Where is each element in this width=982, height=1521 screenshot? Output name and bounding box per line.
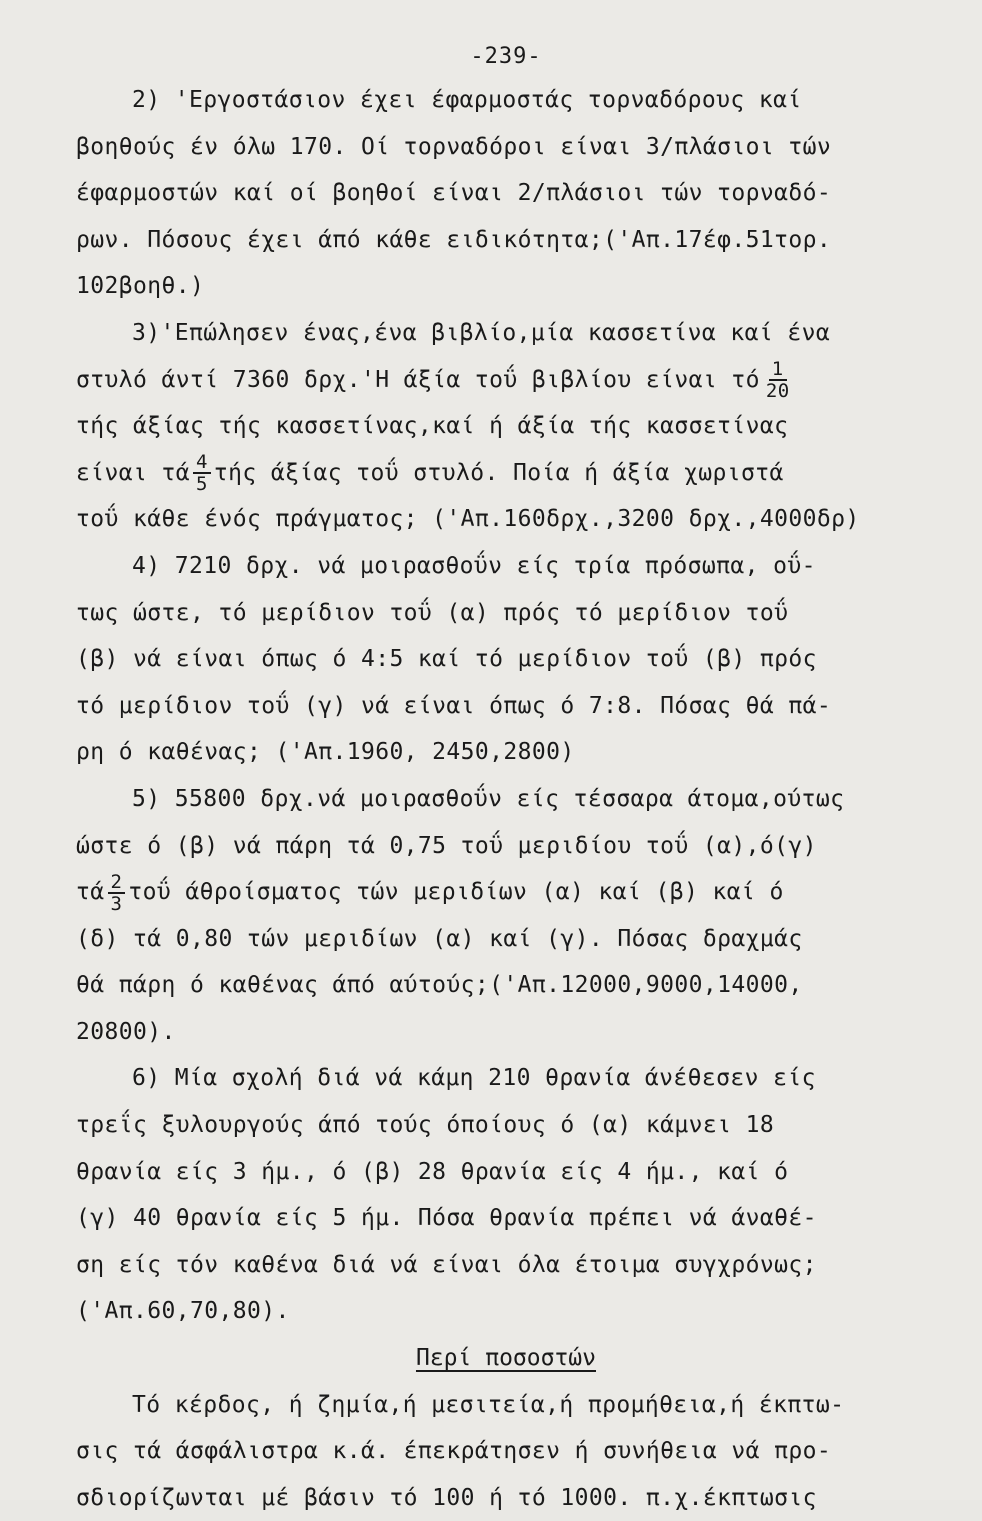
- fraction-numerator: 2: [108, 872, 126, 894]
- text-segment: τής άξίας τοΰ στυλό. Ποία ή άξία χωριστά: [213, 459, 784, 486]
- text-line-with-fraction: [76, 450, 936, 497]
- text-segment: τοΰ άθροίσματος τών μεριδίων (α) καί (β) καί ό: [128, 879, 784, 906]
- text-line: βοηθούς έν όλω 170. Οί τορναδόροι είναι 3/πλάσιοι τών: [76, 133, 832, 160]
- fraction-4-5: [193, 452, 211, 494]
- fraction-denominator: 20: [765, 380, 790, 403]
- text-line: τό μερίδιον τοΰ (γ) νά είναι όπως ό 7:8. Πόσας θά πά-: [76, 692, 832, 719]
- text-line: 5) 55800 δρχ.νά μοιρασθοΰν είς τέσσαρα άτομα,ούτως: [132, 785, 845, 812]
- text-line: έφαρμοστών καί οί βοηθοί είναι 2/πλάσιοι τών τορναδό-: [76, 180, 832, 207]
- fraction-denominator: 5: [195, 473, 208, 496]
- text-line: ρων. Πόσους έχει άπό κάθε ειδικότητα;('Απ.17έφ.51τορ.: [76, 226, 832, 253]
- text-line: θρανία είς 3 ήμ., ό (β) 28 θρανία είς 4 ήμ., καί ό: [76, 1158, 789, 1185]
- fraction-numerator: 4: [193, 452, 211, 474]
- text-segment: στυλό άντί 7360 δρχ.'Η άξία τοΰ βιβλίου είναι τό: [76, 366, 760, 393]
- text-line-with-fraction: [76, 357, 936, 404]
- text-line: σις τά άσφάλιστρα κ.ά. έπεκράτησεν ή συνήθεια νά προ-: [76, 1438, 832, 1465]
- text-line: Τό κέρδος, ή ζημία,ή μεσιτεία,ή προμήθεια,ή έκπτω-: [132, 1391, 845, 1418]
- text-segment: τά: [76, 879, 105, 906]
- fraction-2-3: [108, 872, 126, 914]
- text-line: 102βοηθ.): [76, 273, 205, 300]
- text-line: (γ) 40 θρανία είς 5 ήμ. Πόσα θρανία πρέπει νά άναθέ-: [76, 1205, 817, 1232]
- text-line: 20800).: [76, 1018, 176, 1045]
- text-line: 4) 7210 δρχ. νά μοιρασθοΰν είς τρία πρόσωπα, οΰ-: [132, 552, 816, 579]
- text-line: τής άξίας τής κασσετίνας,καί ή άξία τής κασσετίνας: [76, 413, 789, 440]
- text-line: θά πάρη ό καθένας άπό αύτούς;('Απ.12000,9000,14000,: [76, 972, 803, 999]
- fraction-1-20: [763, 359, 793, 401]
- fraction-numerator: 1: [769, 359, 787, 381]
- text-line: 6) Μία σχολή διά νά κάμη 210 θρανία άνέθεσεν είς: [132, 1065, 816, 1092]
- text-line: τρεΐς ξυλουργούς άπό τούς όποίους ό (α) κάμνει 18: [76, 1112, 775, 1139]
- text-line: 2) 'Εργοστάσιον έχει έφαρμοστάς τορναδόρους καί: [132, 87, 802, 113]
- text-line: ('Απ.60,70,80).: [76, 1298, 290, 1325]
- fraction-denominator: 3: [110, 892, 123, 915]
- text-line: ση είς τόν καθένα διά νά είναι όλα έτοιμα συγχρόνως;: [76, 1251, 817, 1278]
- text-line: 3)'Επώλησεν ένας,ένα βιβλίο,μία κασσετίνα καί ένα: [132, 319, 831, 346]
- section-heading: [76, 1335, 936, 1382]
- text-line: τοΰ κάθε ένός πράγματος; ('Απ.160δρχ.,3200 δρχ.,4000δρ): [76, 506, 860, 533]
- text-line: σδιορίζωνται μέ βάσιν τό 100 ή τό 1000. π.χ.έκπτωσις: [76, 1484, 817, 1511]
- text-line-with-fraction: [76, 869, 936, 916]
- section-heading-text: Περί ποσοστών: [415, 1345, 596, 1372]
- text-line: τως ώστε, τό μερίδιον τοΰ (α) πρός τό μερίδιον τοΰ: [76, 599, 789, 626]
- text-line: ρη ό καθένας; ('Απ.1960, 2450,2800): [76, 739, 575, 766]
- text-segment: είναι τά: [76, 459, 190, 486]
- page-number: -239-: [470, 44, 542, 69]
- text-line: ώστε ό (β) νά πάρη τά 0,75 τοΰ μεριδίου τοΰ (α),ό(γ): [76, 832, 817, 859]
- text-line: (δ) τά 0,80 τών μεριδίων (α) καί (γ). Πόσας δραχμάς: [76, 925, 803, 952]
- text-line: (β) νά είναι όπως ό 4:5 καί τό μερίδιον τοΰ (β) πρός: [76, 646, 817, 673]
